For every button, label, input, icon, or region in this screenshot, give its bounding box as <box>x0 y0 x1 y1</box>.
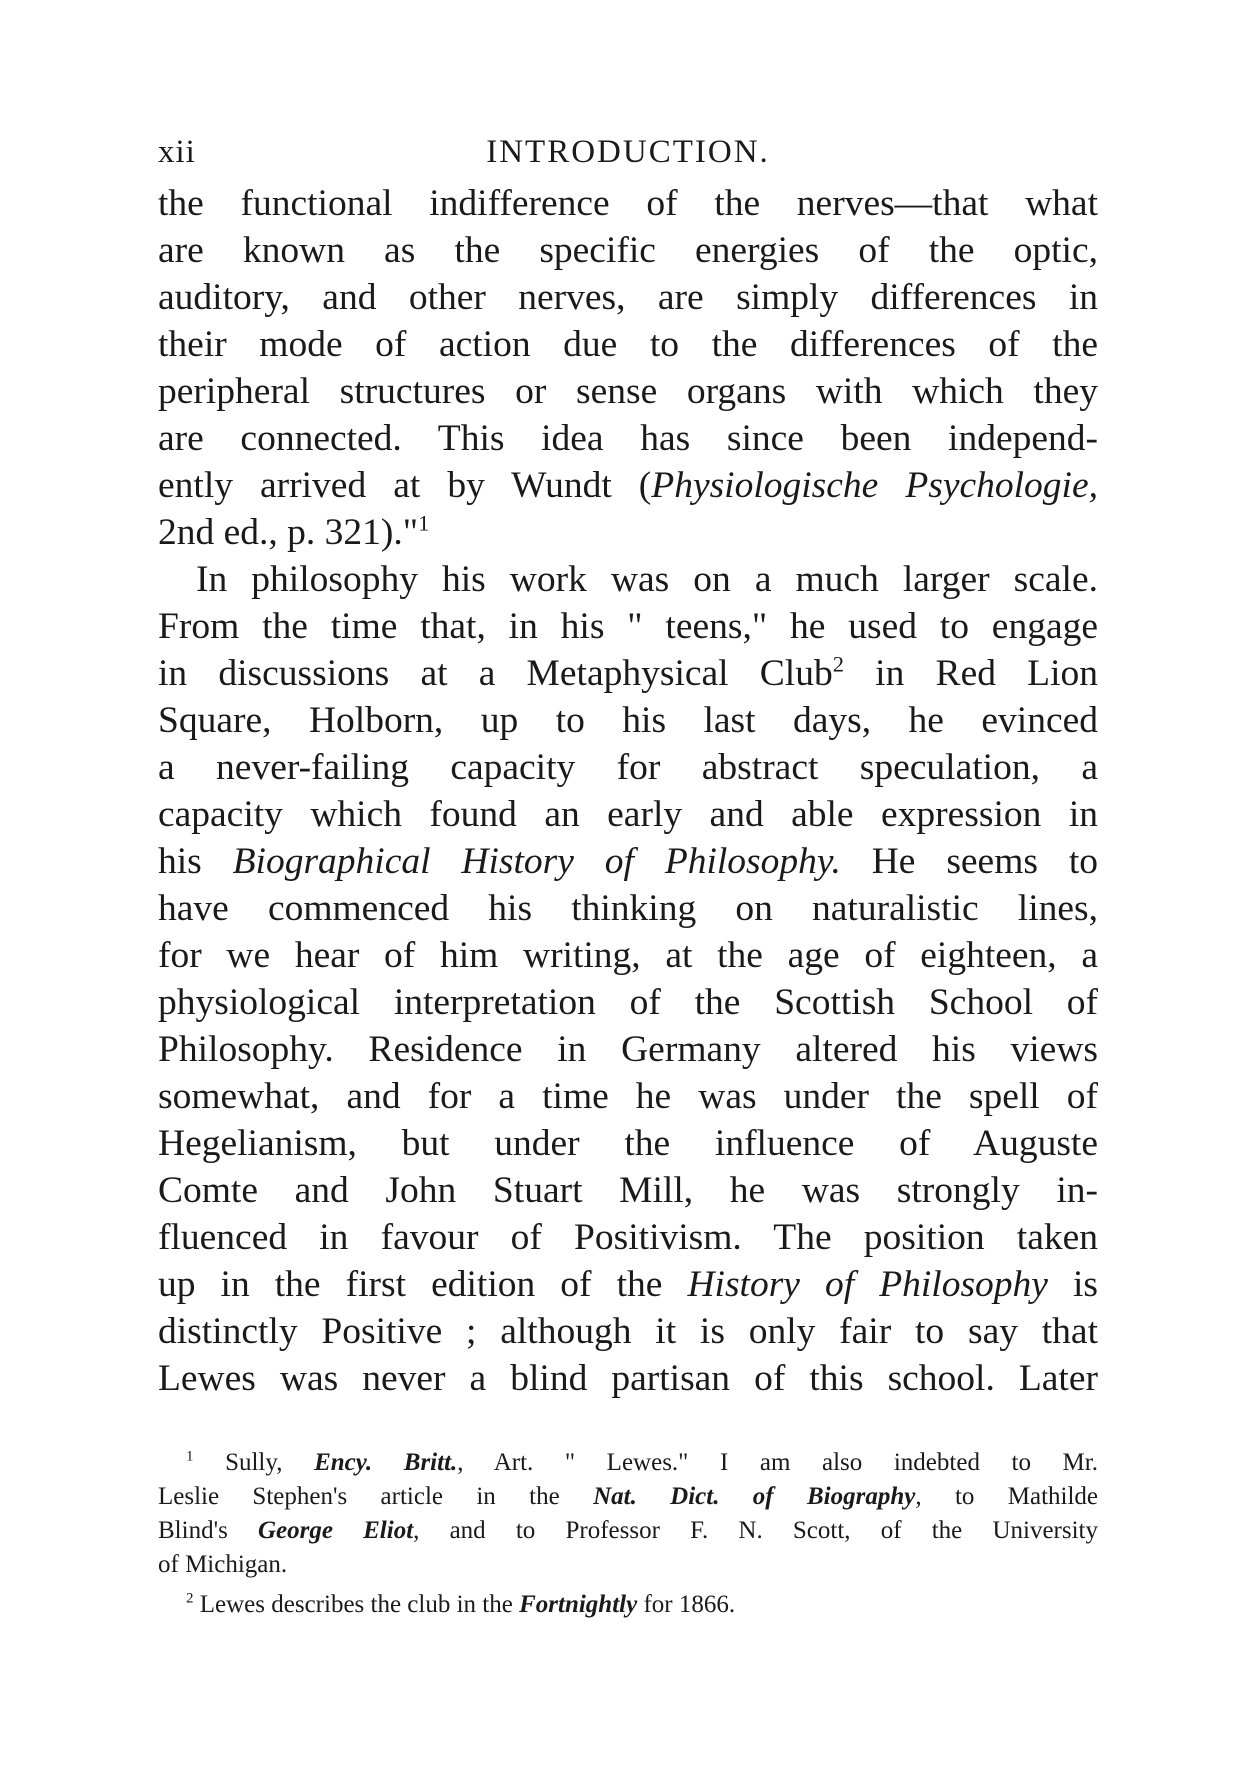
text-fragment: in Red Lion <box>843 653 1098 694</box>
italic-title: Ency. Britt. <box>314 1449 458 1476</box>
text-line: peripheral structures or sense organs with which they <box>158 371 1098 412</box>
italic-title: Fortnightly <box>519 1591 638 1618</box>
footnote-line <box>158 1588 1098 1622</box>
text-fragment: ently arrived at by Wundt ( <box>158 465 652 506</box>
text-line: fluenced in favour of Positivism. The position taken <box>158 1217 1098 1258</box>
text-line: Hegelianism, but under the influence of Auguste <box>158 1123 1098 1164</box>
text-fragment: for 1866. <box>637 1591 736 1618</box>
text-line: for we hear of him writing, at the age of eighteen, a <box>158 935 1098 976</box>
text-fragment: up in the first edition of the <box>158 1264 688 1305</box>
text-line: are known as the specific energies of the optic, <box>158 230 1098 271</box>
footnote-line <box>158 1480 1098 1514</box>
text-line: Comte and John Stuart Mill, he was strongly in- <box>158 1170 1098 1211</box>
book-page <box>158 120 1098 1622</box>
italic-title: Physiologische Psychologie, <box>651 465 1098 506</box>
text-fragment: in discussions at a Metaphysical Club <box>158 653 833 694</box>
italic-title: George Eliot <box>257 1517 414 1544</box>
text-line: Lewes was never a blind partisan of this school. Later <box>158 1358 1098 1399</box>
text-fragment: Leslie Stephen's article in the <box>158 1483 594 1510</box>
text-fragment: Sully, <box>193 1449 315 1476</box>
italic-title: History of Philosophy <box>687 1264 1048 1305</box>
italic-title: Biographical History of Philosophy. <box>232 841 841 882</box>
text-line: a never-failing capacity for abstract speculation, a <box>158 747 1098 788</box>
text-line: In philosophy his work was on a much larger scale. <box>196 559 1098 600</box>
page-header <box>158 120 1098 180</box>
text-line: Square, Holborn, up to his last days, he evinced <box>158 700 1098 741</box>
text-line: distinctly Positive ; although it is only fair to say that <box>158 1311 1098 1352</box>
text-line: the functional indifference of the nerves—that what <box>158 183 1098 224</box>
text-line: From the time that, in his " teens," he used to engage <box>158 606 1098 647</box>
text-line <box>158 650 1098 697</box>
text-fragment: his <box>158 841 233 882</box>
footnotes <box>158 1446 1098 1622</box>
body-text <box>158 180 1098 1402</box>
page-number: xii <box>158 134 196 170</box>
text-line <box>158 838 1098 885</box>
text-fragment: , Art. " Lewes." I am also indebted to Mr. <box>457 1449 1098 1476</box>
text-fragment: He seems to <box>840 841 1099 882</box>
footnote-marker: 1 <box>186 1448 194 1465</box>
footnote-ref-1[interactable]: 1 <box>418 510 430 536</box>
paragraph-continued <box>158 180 1098 556</box>
text-line: have commenced his thinking on naturalistic lines, <box>158 888 1098 929</box>
text-line: somewhat, and for a time he was under the spell of <box>158 1076 1098 1117</box>
footnote-ref-2[interactable]: 2 <box>832 651 844 677</box>
text-line <box>158 509 1098 556</box>
text-line: auditory, and other nerves, are simply differences in <box>158 277 1098 318</box>
text-fragment: 2nd ed., p. 321)." <box>158 512 419 553</box>
text-fragment: Blind's <box>158 1517 258 1544</box>
paragraph-philosophy <box>158 556 1098 1402</box>
footnote-line <box>158 1514 1098 1548</box>
text-line: physiological interpretation of the Scottish School of <box>158 982 1098 1023</box>
text-line: are connected. This idea has since been independ- <box>158 418 1098 459</box>
text-fragment: Lewes describes the club in the <box>193 1591 520 1618</box>
text-line: their mode of action due to the differences of the <box>158 324 1098 365</box>
italic-title: Nat. Dict. of Biography <box>593 1483 916 1510</box>
text-line: Philosophy. Residence in Germany altered his views <box>158 1029 1098 1070</box>
footnote-2 <box>158 1588 1098 1622</box>
text-fragment: is <box>1047 1264 1098 1305</box>
footnote-1 <box>158 1446 1098 1582</box>
footnote-line <box>158 1446 1098 1480</box>
text-line: capacity which found an early and able expression in <box>158 794 1098 835</box>
text-line <box>158 462 1098 509</box>
footnote-line: of Michigan. <box>158 1551 288 1578</box>
text-line <box>158 1261 1098 1308</box>
text-fragment: , and to Professor F. N. Scott, of the University <box>413 1517 1098 1544</box>
running-title: INTRODUCTION. <box>486 134 770 170</box>
footnote-marker: 2 <box>186 1590 194 1607</box>
text-fragment: , to Mathilde <box>915 1483 1098 1510</box>
